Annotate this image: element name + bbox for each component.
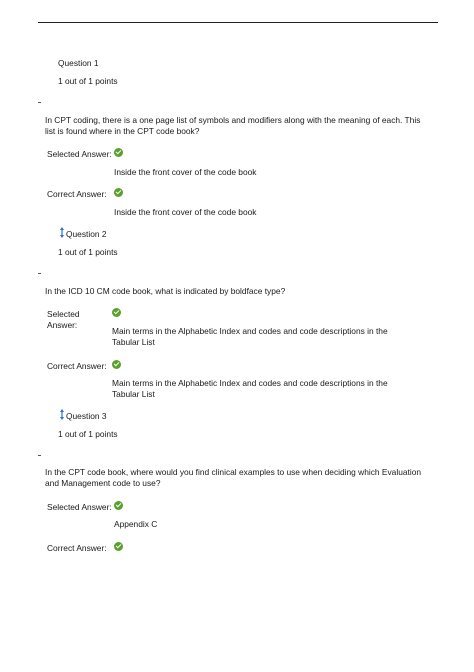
correct-check-icon xyxy=(114,542,123,551)
question-prompt-line: In the CPT code book, where would you find clinical examples to use when deciding which Evaluation xyxy=(45,467,422,477)
expand-toggle-icon[interactable] xyxy=(60,227,64,238)
question-points: 1 out of 1 points xyxy=(58,76,118,86)
question-points: 1 out of 1 points xyxy=(58,247,118,257)
correct-check-icon xyxy=(112,360,121,369)
selected-answer-text: Appendix C xyxy=(114,519,158,529)
question-points: 1 out of 1 points xyxy=(58,429,118,439)
correct-check-icon xyxy=(114,148,123,157)
correct-answer-label: Correct Answer: xyxy=(47,189,107,199)
question-title: Question 1 xyxy=(58,58,99,68)
selected-answer-text-line: Main terms in the Alphabetic Index and codes and code descriptions in the xyxy=(112,326,388,336)
correct-answer-label: Correct Answer: xyxy=(47,543,107,553)
separator-dash xyxy=(38,455,41,456)
expand-toggle-icon[interactable] xyxy=(60,409,64,420)
correct-check-icon xyxy=(112,308,121,317)
separator-dash xyxy=(38,102,41,103)
correct-answer-text-line: Tabular List xyxy=(112,389,155,399)
selected-answer-text-line: Tabular List xyxy=(112,337,155,347)
selected-answer-label: Selected Answer: xyxy=(47,502,112,512)
correct-answer-text: Inside the front cover of the code book xyxy=(114,207,257,217)
selected-answer-label-line: Selected xyxy=(47,309,80,319)
question-prompt-line: In CPT coding, there is a one page list of symbols and modifiers along with the meaning of each. This xyxy=(45,115,421,125)
correct-check-icon xyxy=(114,501,123,510)
question-title[interactable]: Question 2 xyxy=(66,229,107,239)
question-prompt-line: and Management code to use? xyxy=(45,478,161,488)
separator-dash xyxy=(38,273,41,274)
top-divider xyxy=(38,22,438,23)
correct-check-icon xyxy=(114,188,123,197)
selected-answer-label-line: Answer: xyxy=(47,320,78,330)
question-prompt-line: In the ICD 10 CM code book, what is indicated by boldface type? xyxy=(45,286,286,296)
question-title[interactable]: Question 3 xyxy=(66,411,107,421)
selected-answer-label: Selected Answer: xyxy=(47,149,112,159)
question-prompt-line: list is found where in the CPT code book? xyxy=(45,126,200,136)
selected-answer-text: Inside the front cover of the code book xyxy=(114,167,257,177)
correct-answer-label: Correct Answer: xyxy=(47,361,107,371)
correct-answer-text-line: Main terms in the Alphabetic Index and codes and code descriptions in the xyxy=(112,378,388,388)
